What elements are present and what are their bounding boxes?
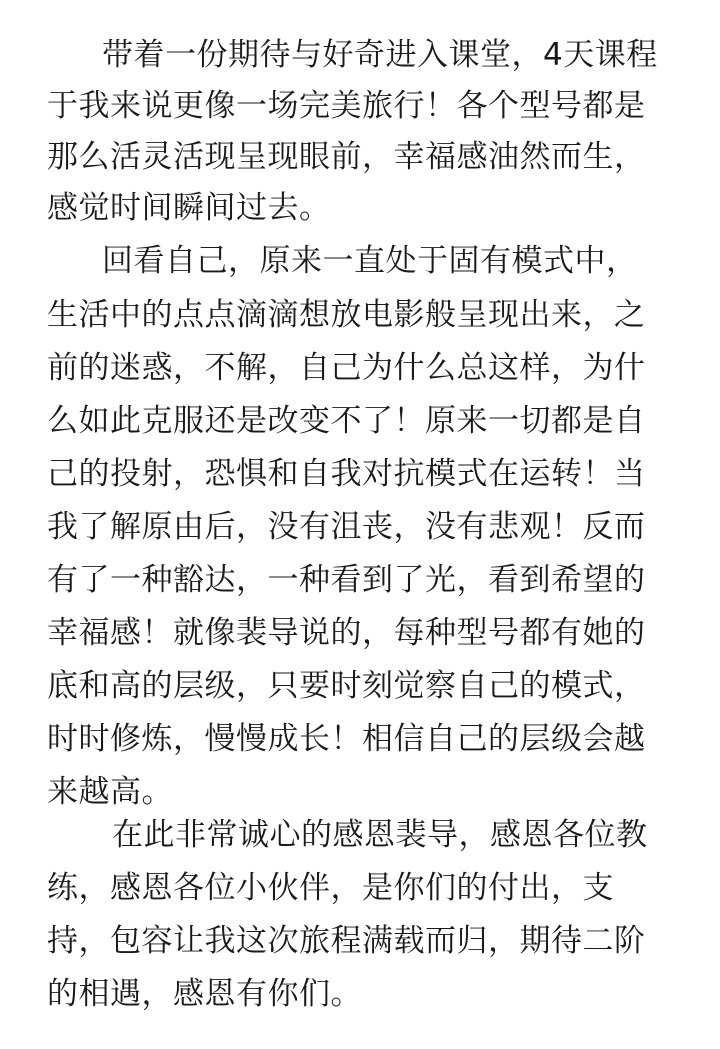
paragraph-line: 感觉时间瞬间过去。 xyxy=(47,190,331,226)
paragraph-line: 的相遇，感恩有你们。 xyxy=(47,976,362,1012)
paragraph-line: 练，感恩各位小伙伴，是你们的付出，支 xyxy=(47,870,614,906)
paragraph-line: 底和高的层级，只要时刻觉察自己的模式， xyxy=(47,668,646,704)
paragraph-line: 于我来说更像一场完美旅行！各个型号都是 xyxy=(47,88,646,124)
paragraph-line: 有了一种豁达，一种看到了光，看到希望的 xyxy=(47,562,646,598)
paragraph-line: 生活中的点点滴滴想放电影般呈现出来，之 xyxy=(47,297,646,333)
paragraph-line: 时时修炼，慢慢成长！相信自己的层级会越 xyxy=(47,721,646,757)
paragraph-line: 幸福感！就像裴导说的，每种型号都有她的 xyxy=(47,615,646,651)
paragraph-line: 么如此克服还是改变不了！原来一切都是自 xyxy=(47,403,646,439)
paragraph-line: 己的投射，恐惧和自我对抗模式在运转！当 xyxy=(47,456,646,492)
paragraph-line: 那么活灵活现呈现眼前，幸福感油然而生， xyxy=(47,139,646,175)
paragraph-line: 我了解原由后，没有沮丧，没有悲观！反而 xyxy=(47,509,646,545)
paragraph-line: 来越高。 xyxy=(47,774,173,810)
paragraph-line: 在此非常诚心的感恩裴导，感恩各位教 xyxy=(112,817,648,853)
paragraph-line: 带着一份期待与好奇进入课堂，4天课程 xyxy=(102,37,658,73)
paragraph-line: 前的迷惑，不解，自己为什么总这样，为什 xyxy=(47,350,646,386)
paragraph-line: 回看自己，原来一直处于固有模式中， xyxy=(102,243,638,279)
paragraph-line: 持，包容让我这次旅程满载而归，期待二阶 xyxy=(47,923,646,959)
